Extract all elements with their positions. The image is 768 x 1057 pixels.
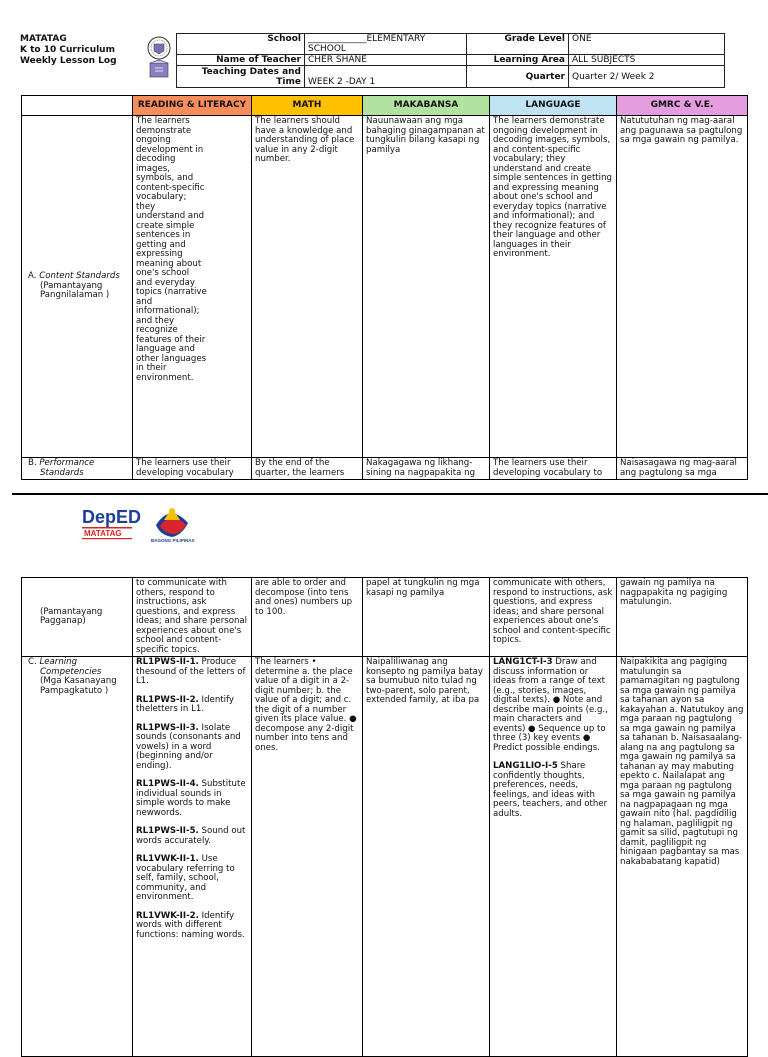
teacher-value: CHER SHANE <box>305 55 467 66</box>
competency-item <box>493 658 613 753</box>
competency-text: Isolate sounds (consonants and vowels) in a word (beginning and/or ending). <box>136 722 241 771</box>
cell-reading: The learners demonstrate ongoing development in decoding images, symbols, and content-specific vocabulary; they understand and create simple sentences in getting and expressing meaning about one's school and everyday topics (narrative and informational); and they recognize features of their language and other languages in their environment. <box>133 116 252 458</box>
cell-reading: to communicate with others, respond to instructions, ask questions, and express ideas; and share personal experiences about one's school and content-specific topics. <box>133 578 252 657</box>
row-label <box>22 116 133 458</box>
row-title: Learning Competencies <box>39 657 102 677</box>
learning-area-label: Learning Area <box>467 55 569 66</box>
info-row <box>177 66 725 88</box>
school-label: School <box>177 34 305 55</box>
cell-language: The learners use their developing vocabulary to <box>490 458 617 480</box>
teacher-label: Name of Teacher <box>177 55 305 66</box>
cell-makabansa: papel at tungkulin ng mga kasapi ng pamilya <box>363 578 490 657</box>
subject-header-makabansa: MAKABANSA <box>363 96 490 116</box>
logo-tag: MATATAG <box>84 529 122 538</box>
deped-matatag-logo-icon <box>80 503 210 545</box>
competency-item <box>493 762 613 819</box>
cell-gmrc: Naipakikita ang pagiging matulungin sa pamamagitan ng pagtulong sa mga gawain ng pamilya sa tahanan ayon sa kakayahan a. Natutukoy ang mga paraan ng pagtulong sa mga gawain ng pamilya sa tahanan b. Naisasaalang-alang na ang pagtulong sa mga gawain ng pamilya sa tahanan ay may mabuting epekto c. Nailalapat ang mga paraan ng pagtulong sa mga gawain ng pamilya na nagpapagaan ng mga gawain nito (hal. pagdidilig ng halaman, pagliligpit ng gamit sa silid, pagtutupi ng damit, pagliligpit ng hinigaan pagbantay sa mas nakababatang kapatid) <box>617 657 748 1057</box>
competency-text: Produce thesound of the letters of L1. <box>136 657 246 686</box>
info-row <box>177 34 725 55</box>
competency-item <box>136 827 248 846</box>
cell-language <box>490 657 617 1057</box>
competency-text: Use vocabulary referring to self, family, school, community, and environment. <box>136 854 235 902</box>
competency-text: Share confidently thoughts, preferences, needs, feelings, and ideas with peers, teachers, and other adults. <box>493 761 608 819</box>
row-label <box>22 578 133 657</box>
cell-gmrc: Natututuhan ng mag-aaral ang pagunawa sa pagtulong sa mga gawain ng pamilya. <box>617 116 748 458</box>
subject-header-gmrc: GMRC & V.E. <box>617 96 748 116</box>
learning-area-value: ALL SUBJECTS <box>569 55 725 66</box>
competency-code: LANG1CT-I-3 <box>493 657 553 667</box>
cell-reading <box>133 657 252 1057</box>
subject-header-math: MATH <box>252 96 363 116</box>
competency-item <box>136 780 248 818</box>
row-letter: C. <box>28 657 37 667</box>
row-subtitle: (Pamantayang Pagganap) <box>40 606 103 626</box>
competency-code: RL1PWS-II-2. <box>136 694 199 705</box>
cell-makabansa: Nakagagawa ng likhang-sining na nagpapakita ng <box>363 458 490 480</box>
cell-math: The learners should have a knowledge and understanding of place value in any 2-digit number. <box>252 116 363 458</box>
logo-brand: DepED <box>82 507 142 527</box>
grade-level-label: Grade Level <box>467 34 569 55</box>
corner-cell <box>22 96 133 116</box>
competency-text: Identify theletters in L1. <box>136 694 234 714</box>
cell-math: The learners • determine a. the place value of a digit in a 2-digit number; b. the value of a digit; and c. the digit of a number given its place value. ● decompose any 2-digit number into tens and ones. <box>252 657 363 1057</box>
subject-header-reading: READING & LITERACY <box>133 96 252 116</box>
row-subtitle: (Pamantayang Pangnilalaman ) <box>40 280 110 301</box>
deped-seal-icon <box>143 35 175 79</box>
competency-item <box>136 724 248 772</box>
row-letter: A. <box>28 271 37 282</box>
row-performance-standards-cont <box>22 578 748 657</box>
competency-item <box>136 696 248 715</box>
lesson-log-title <box>20 34 160 67</box>
info-row <box>177 55 725 66</box>
cell-language: communicate with others, respond to instructions, ask questions, and express ideas; and share personal experiences about one's school and content-specific topics. <box>490 578 617 657</box>
subject-header-row <box>22 96 748 116</box>
competency-code: RL1VWK-II-1. <box>136 854 199 864</box>
competency-code: RL1VWK-II-2. <box>136 910 199 921</box>
subject-header-language: LANGUAGE <box>490 96 617 116</box>
competency-code: RL1PWS-II-5. <box>136 826 199 836</box>
row-label <box>22 458 133 480</box>
row-learning-competencies <box>22 657 748 1057</box>
competency-text: Substitute individual sounds in simple words to make newwords. <box>136 779 246 818</box>
title-line: MATATAG <box>20 34 67 44</box>
row-letter: B. <box>28 458 37 468</box>
competency-text: Sound out words accurately. <box>136 826 246 846</box>
lesson-info-table <box>176 33 725 88</box>
row-performance-standards <box>22 458 748 480</box>
title-line: K to 10 Curriculum <box>20 45 115 55</box>
quarter-label: Quarter <box>467 66 569 88</box>
row-content-standards <box>22 116 748 458</box>
lesson-table-page1 <box>21 95 748 480</box>
cell-math: are able to order and decompose (into tens and ones) numbers up to 100. <box>252 578 363 657</box>
competency-text: Identify words with different functions: naming words. <box>136 910 245 940</box>
lesson-table-page2 <box>21 577 748 1057</box>
school-value: _____________ELEMENTARY SCHOOL <box>305 34 467 55</box>
cell-gmrc: Naisasagawa ng mag-aaral ang pagtulong sa mga <box>617 458 748 480</box>
competency-code: RL1PWS-II-4. <box>136 779 199 789</box>
competency-code: LANG1LIO-I-5 <box>493 761 558 771</box>
row-subtitle: (Mga Kasanayang Pampagkatuto ) <box>40 676 117 696</box>
competency-item <box>136 912 248 941</box>
competency-item <box>136 855 248 903</box>
cell-gmrc: gawain ng pamilya na nagpapakita ng pagiging matulungin. <box>617 578 748 657</box>
competency-item <box>136 658 248 687</box>
teaching-dates-value: WEEK 2 -DAY 1 <box>305 66 467 88</box>
page-divider <box>12 493 768 495</box>
row-label <box>22 657 133 1057</box>
cell-makabansa: Naipaliliwanag ang konsepto ng pamilya batay sa bumubuo nito tulad ng two-parent, solo parent, extended family, at iba pa <box>363 657 490 1057</box>
cell-reading: The learners use their developing vocabulary <box>133 458 252 480</box>
row-title: Performance Standards <box>39 458 95 478</box>
teaching-dates-label: Teaching Dates and Time <box>177 66 305 88</box>
logo-sub: BAGONG PILIPINAS <box>151 538 195 543</box>
competency-code: RL1PWS-II-1. <box>136 657 199 667</box>
competency-text: Draw and discuss information or ideas from a range of text (e.g., stories, images, digital texts). ● Note and describe main points (e.g., main characters and events) ● Sequence up to three (3) key events ● Predict possible endings. <box>493 657 608 753</box>
quarter-value: Quarter 2/ Week 2 <box>569 66 725 88</box>
cell-language: The learners demonstrate ongoing development in decoding images, symbols, and content-specific vocabulary; they understand and create simple sentences in getting and expressing meaning about one's school and everyday topics (narrative and informational); and they recognize features of their language and other languages in their environment. <box>490 116 617 458</box>
cell-makabansa: Nauunawaan ang mga bahaging ginagampanan at tungkulin bilang kasapi ng pamilya <box>363 116 490 458</box>
competency-code: RL1PWS-II-3. <box>136 722 199 733</box>
title-line: Weekly Lesson Log <box>20 56 117 66</box>
grade-level-value: ONE <box>569 34 725 55</box>
cell-math: By the end of the quarter, the learners <box>252 458 363 480</box>
row-title: Content Standards <box>39 271 120 282</box>
